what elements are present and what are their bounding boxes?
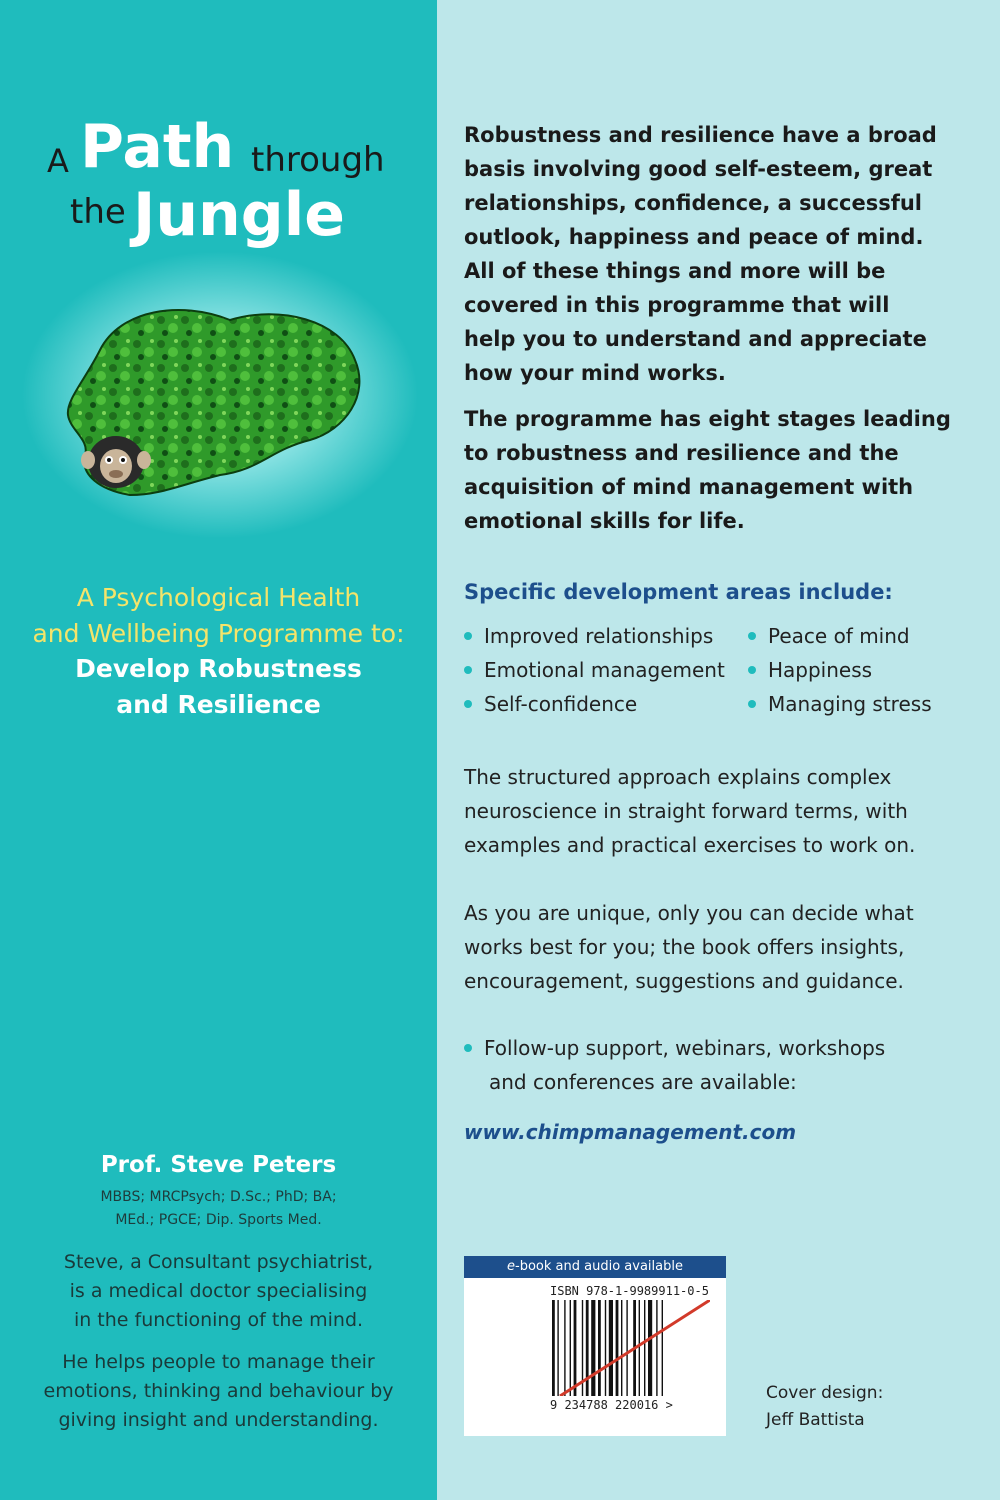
subtitle-line-4: and Resilience — [116, 690, 321, 719]
author-creds-line: MEd.; PGCE; Dip. Sports Med. — [115, 1212, 322, 1228]
unique-line: encouragement, suggestions and guidance. — [464, 969, 904, 993]
author-creds-line: MBBS; MRCPsych; D.Sc.; PhD; BA; — [100, 1189, 337, 1205]
author-bio-line: emotions, thinking and behaviour by — [43, 1380, 394, 1402]
bullet-icon — [464, 700, 472, 708]
stages-paragraph — [464, 402, 964, 538]
intro-line: help you to understand and appreciate — [464, 327, 927, 351]
subtitle-line-2: and Wellbeing Programme to: — [32, 619, 405, 648]
area-item: Improved relationships — [464, 624, 713, 648]
author-bio-line: is a medical doctor specialising — [69, 1280, 368, 1302]
website-link[interactable]: www.chimpmanagement.com — [464, 1120, 797, 1144]
author-name: Prof. Steve Peters — [100, 1152, 337, 1178]
author-bio-line: Steve, a Consultant psychiatrist, — [63, 1251, 374, 1273]
bullet-icon — [748, 666, 756, 674]
author-bio-1 — [0, 1248, 437, 1335]
barcode-box — [464, 1256, 726, 1436]
title-jungle: Jungle — [133, 180, 345, 250]
jungle-illustration — [60, 290, 380, 510]
approach-paragraph — [464, 760, 984, 862]
intro-paragraph — [464, 118, 964, 390]
subtitle-line-1: A Psychological Health — [76, 583, 361, 612]
support-item-cont: and conferences are available: — [489, 1070, 797, 1094]
stages-line: to robustness and resilience and the — [464, 441, 899, 465]
title-through: through — [251, 140, 385, 180]
barcode-icon — [550, 1300, 710, 1396]
area-item: Managing stress — [748, 692, 932, 716]
author-credentials — [0, 1186, 437, 1232]
intro-line: Robustness and resilience have a broad — [464, 123, 937, 147]
title-the: the — [70, 192, 126, 232]
author-bio-line: giving insight and understanding. — [58, 1409, 379, 1431]
unique-line: As you are unique, only you can decide what — [464, 901, 914, 925]
title-path: Path — [80, 112, 235, 182]
unique-paragraph — [464, 896, 984, 998]
approach-line: The structured approach explains complex — [464, 765, 892, 789]
intro-line: basis involving good self-esteem, great — [464, 157, 933, 181]
bullet-icon — [464, 632, 472, 640]
bullet-icon — [464, 1044, 472, 1052]
author-bio-line: He helps people to manage their — [62, 1351, 375, 1373]
cover-credit-name: Jeff Battista — [766, 1410, 865, 1430]
intro-line: All of these things and more will be — [464, 259, 886, 283]
area-item: Peace of mind — [748, 624, 910, 648]
stages-line: emotional skills for life. — [464, 509, 745, 533]
isbn-label: ISBN 978-1-9989911-0-5 — [550, 1284, 709, 1298]
barcode-digits: 9 234788 220016 > — [550, 1398, 673, 1412]
approach-line: examples and practical exercises to work on. — [464, 833, 916, 857]
title-a: A — [47, 142, 69, 180]
area-item: Self-confidence — [464, 692, 637, 716]
intro-line: relationships, confidence, a successful — [464, 191, 923, 215]
author-bio-2 — [0, 1348, 437, 1435]
areas-heading: Specific development areas include: — [464, 580, 893, 604]
author-bio-line: in the functioning of the mind. — [73, 1309, 364, 1331]
bullet-icon — [464, 666, 472, 674]
intro-line: outlook, happiness and peace of mind. — [464, 225, 924, 249]
subtitle-line-3: Develop Robustness — [75, 654, 362, 683]
intro-line: how your mind works. — [464, 361, 726, 385]
unique-line: works best for you; the book offers insights, — [464, 935, 905, 959]
stages-line: The programme has eight stages leading — [464, 407, 951, 431]
area-item: Happiness — [748, 658, 872, 682]
bullet-icon — [748, 700, 756, 708]
ebook-banner: e-book and audio available — [464, 1256, 726, 1278]
intro-line: covered in this programme that will — [464, 293, 890, 317]
support-item: Follow-up support, webinars, workshops — [464, 1036, 885, 1060]
approach-line: neuroscience in straight forward terms, with — [464, 799, 908, 823]
cover-credit-label: Cover design: — [766, 1383, 884, 1403]
area-item: Emotional management — [464, 658, 725, 682]
stages-line: acquisition of mind management with — [464, 475, 914, 499]
bullet-icon — [748, 632, 756, 640]
